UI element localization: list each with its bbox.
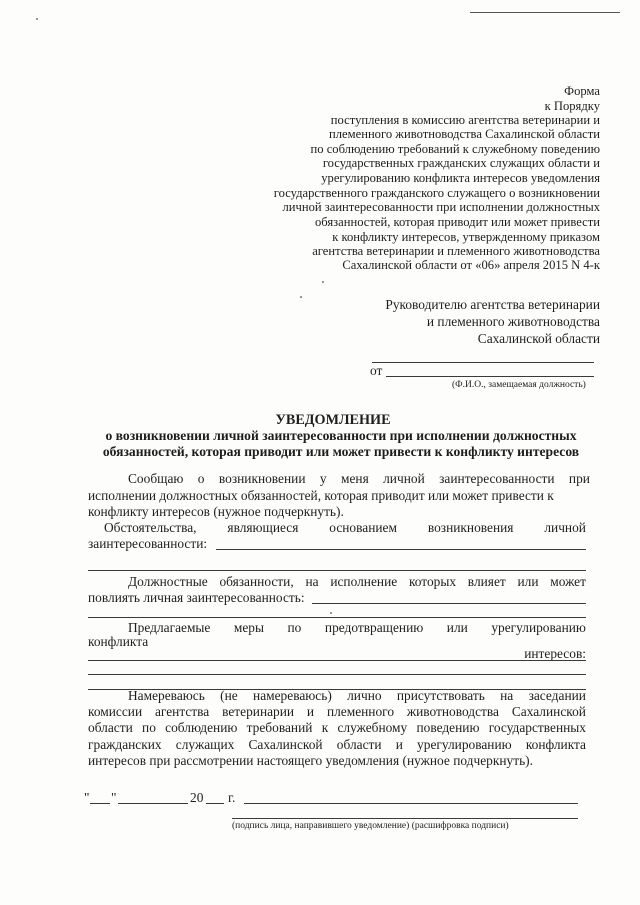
header-line: по соблюдению требований к служебному поведению	[310, 142, 600, 156]
circumstances-label: заинтересованности:	[88, 536, 208, 551]
document-subtitle: о возникновении личной заинтересованности при исполнении должностных	[105, 428, 577, 443]
header-line: Сахалинской области от «06» апреля 2015 N 4-к	[342, 258, 600, 272]
intention-line: гражданских служащих Сахалинской области и урегулированию конфликта	[88, 737, 586, 752]
header-line: Форма	[564, 84, 600, 98]
from-caption: (Ф.И.О., замещаемая должность)	[452, 380, 586, 390]
date-month-blank	[118, 803, 188, 804]
measures-line: Предлагаемые меры по предотвращению или урегулированию	[128, 620, 586, 635]
intro-line: исполнении должностных обязанностей, которая приводит или может привести к	[88, 488, 554, 503]
circumstances-blank-line	[216, 549, 586, 550]
signature-caption: (подпись лица, направившего уведомление) (расшифровка подписи)	[232, 821, 509, 831]
addressee-line: Руководителю агентства ветеринарии	[385, 297, 600, 312]
measures-label: конфликта	[88, 634, 149, 649]
circumstances-blank-line	[88, 570, 586, 571]
date-year-blank	[206, 803, 224, 804]
header-line: государственного гражданского служащего о возникновении	[273, 186, 600, 200]
header-line: агентства ветеринарии и племенного животноводства	[312, 244, 600, 258]
scan-speck	[300, 296, 302, 298]
document-subtitle: обязанностей, которая приводит или может привести к конфликту интересов	[102, 444, 580, 459]
measures-blank-line	[88, 660, 586, 661]
date-year-suffix: г.	[228, 790, 236, 805]
measures-blank-line	[88, 674, 586, 675]
intention-line: комиссии агентства ветеринарии и племенного животноводства Сахалинской	[88, 704, 586, 719]
scan-speck	[36, 18, 38, 20]
duties-line: Должностные обязанности, на исполнение которых влияет или может	[128, 574, 586, 589]
addressee-blank-line	[372, 362, 594, 363]
measures-label: интересов:	[524, 646, 586, 661]
duties-label: повлиять личная заинтересованность:	[88, 590, 305, 605]
addressee-line: и племенного животноводства	[426, 314, 600, 329]
duties-blank-line	[312, 603, 586, 604]
date-quote-open: "	[84, 790, 90, 805]
scan-speck	[330, 612, 332, 614]
date-quote-close: "	[111, 790, 117, 805]
date-year-prefix: 20	[190, 790, 204, 805]
header-line: обязанностей, которая приводит или может привести	[314, 215, 600, 229]
header-line: личной заинтересованности при исполнении должностных	[282, 200, 600, 214]
circumstances-line: Обстоятельства, являющиеся основанием возникновения личной	[104, 520, 586, 535]
header-line: к конфликту интересов, утвержденному приказом	[332, 230, 600, 244]
from-label: от	[370, 363, 383, 378]
header-line: племенного животноводства Сахалинской области	[329, 127, 600, 141]
header-line: государственных гражданских служащих области и	[322, 156, 600, 170]
header-line: урегулированию конфликта интересов уведомления	[321, 171, 600, 185]
intention-line: Намереваюсь (не намереваюсь) лично присутствовать на заседании	[128, 688, 586, 703]
scan-top-line	[470, 12, 620, 13]
intention-line: области по соблюдению требований к служебному поведению государственных	[88, 720, 586, 735]
intro-line: конфликту интересов (нужное подчеркнуть).	[88, 504, 344, 519]
duties-blank-line	[88, 617, 586, 618]
addressee-line: Сахалинской области	[477, 331, 600, 346]
from-blank-line	[386, 376, 594, 377]
document-title: УВЕДОМЛЕНИЕ	[275, 412, 391, 428]
intention-line: интересов при рассмотрении настоящего уведомления (нужное подчеркнуть).	[88, 753, 533, 768]
date-day-blank	[90, 803, 110, 804]
intro-line: Сообщаю о возникновении у меня личной заинтересованности при	[128, 471, 590, 486]
header-line: поступления в комиссию агентства ветеринарии и	[330, 113, 600, 127]
signature-blank-line	[244, 803, 578, 804]
header-line: к Порядку	[544, 99, 600, 113]
scan-speck	[322, 281, 324, 283]
